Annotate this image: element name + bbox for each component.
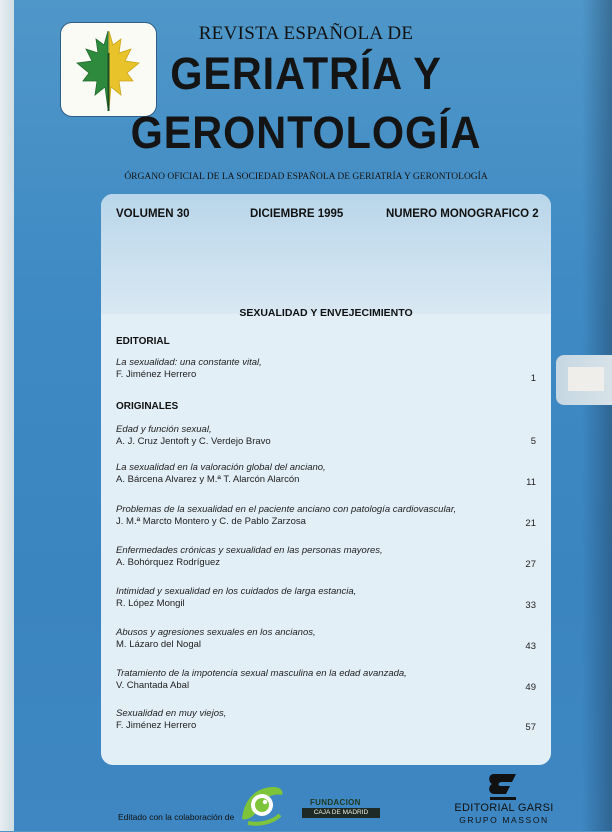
toc-entry-title: La sexualidad: una constante vital, — [116, 357, 262, 368]
volume-label: VOLUMEN 30 — [116, 208, 190, 220]
toc-entry-page: 21 — [525, 518, 536, 529]
section-originales: ORIGINALES — [116, 401, 179, 412]
toc-entry-authors: V. Chantada Abal — [116, 680, 190, 691]
publisher-group: GRUPO MASSON — [459, 815, 549, 825]
toc-entry-page: 57 — [525, 722, 536, 733]
toc-entry-authors: F. Jiménez Herrero — [116, 720, 197, 731]
toc-entry-authors: A. J. Cruz Jentoft y C. Verdejo Bravo — [116, 436, 271, 447]
toc-entry-title: Enfermedades crónicas y sexualidad en las personas mayores, — [116, 545, 383, 556]
journal-organ-subtitle: ÓRGANO OFICIAL DE LA SOCIEDAD ESPAÑOLA DE GERIATRÍA Y GERONTOLOGÍA — [124, 172, 488, 182]
binding-strip — [0, 0, 14, 831]
toc-entry-authors: F. Jiménez Herrero — [116, 369, 197, 380]
toc-entry-title: Problemas de la sexualidad en el paciente anciano con patología cardiovascular, — [116, 504, 457, 515]
journal-title-line1: GERIATRÍA Y — [170, 48, 442, 99]
issue-number: NUMERO MONOGRAFICO 2 — [386, 208, 539, 220]
toc-entry[interactable] — [116, 586, 536, 610]
journal-pre-title: REVISTA ESPAÑOLA DE — [198, 23, 414, 44]
section-editorial: EDITORIAL — [116, 336, 170, 347]
toc-entry-authors: A. Bohórquez Rodríguez — [116, 557, 221, 568]
toc-entry[interactable] — [116, 545, 536, 569]
toc-entry[interactable] — [116, 357, 536, 384]
tab-label-area — [568, 367, 604, 391]
toc-entry[interactable] — [116, 627, 536, 651]
toc-entry-authors: J. M.ª Marcto Montero y C. de Pablo Zarzosa — [116, 516, 306, 527]
toc-entry-title: Tratamiento de la impotencia sexual masculina en la edad avanzada, — [116, 668, 407, 679]
toc-entry[interactable] — [116, 424, 536, 448]
fundacion-logo — [302, 798, 382, 820]
toc-entry-page: 49 — [525, 682, 536, 693]
toc-entry-page: 1 — [530, 373, 536, 384]
toc-entry-page: 43 — [525, 641, 536, 652]
toc-entry-page: 5 — [530, 436, 536, 447]
toc-entry[interactable] — [116, 504, 536, 528]
edited-with-label: Editado con la colaboración de — [118, 812, 235, 822]
toc-entry[interactable] — [116, 708, 536, 732]
toc-entry-authors: A. Bárcena Alvarez y M.ª T. Alarcón Alarcón — [116, 474, 300, 485]
issue-theme: SEXUALIDAD Y ENVEJECIMIENTO — [239, 307, 413, 319]
toc-entry-title: Abusos y agresiones sexuales en los ancianos, — [116, 627, 316, 638]
publisher-name: EDITORIAL GARSI — [454, 802, 554, 814]
caja-madrid-logo-icon — [234, 779, 286, 827]
journal-title-line2: GERONTOLOGÍA — [130, 107, 482, 158]
caja-madrid-label: CAJA DE MADRID — [313, 809, 369, 816]
toc-entry-page: 11 — [526, 477, 536, 488]
issue-date: DICIEMBRE 1995 — [250, 208, 344, 220]
toc-entry[interactable] — [116, 668, 536, 692]
page-tab-marker — [556, 355, 612, 405]
fundacion-label: FUNDACION — [310, 798, 361, 807]
toc-entry-page: 33 — [525, 600, 536, 611]
toc-entry-authors: R. López Mongil — [116, 598, 185, 609]
toc-entry-page: 27 — [525, 559, 536, 570]
toc-entry-title: Edad y función sexual, — [116, 424, 212, 435]
toc-entry-title: Intimidad y sexualidad en los cuidados de larga estancia, — [116, 586, 357, 597]
toc-entry[interactable] — [116, 462, 536, 486]
toc-entry-title: Sexualidad en muy viejos, — [116, 708, 227, 719]
caja-madrid-box — [302, 808, 380, 818]
toc-entry-title: La sexualidad en la valoración global del anciano, — [116, 462, 326, 473]
garsi-logo-icon — [486, 772, 520, 802]
toc-entry-authors: M. Lázaro del Nogal — [116, 639, 202, 650]
